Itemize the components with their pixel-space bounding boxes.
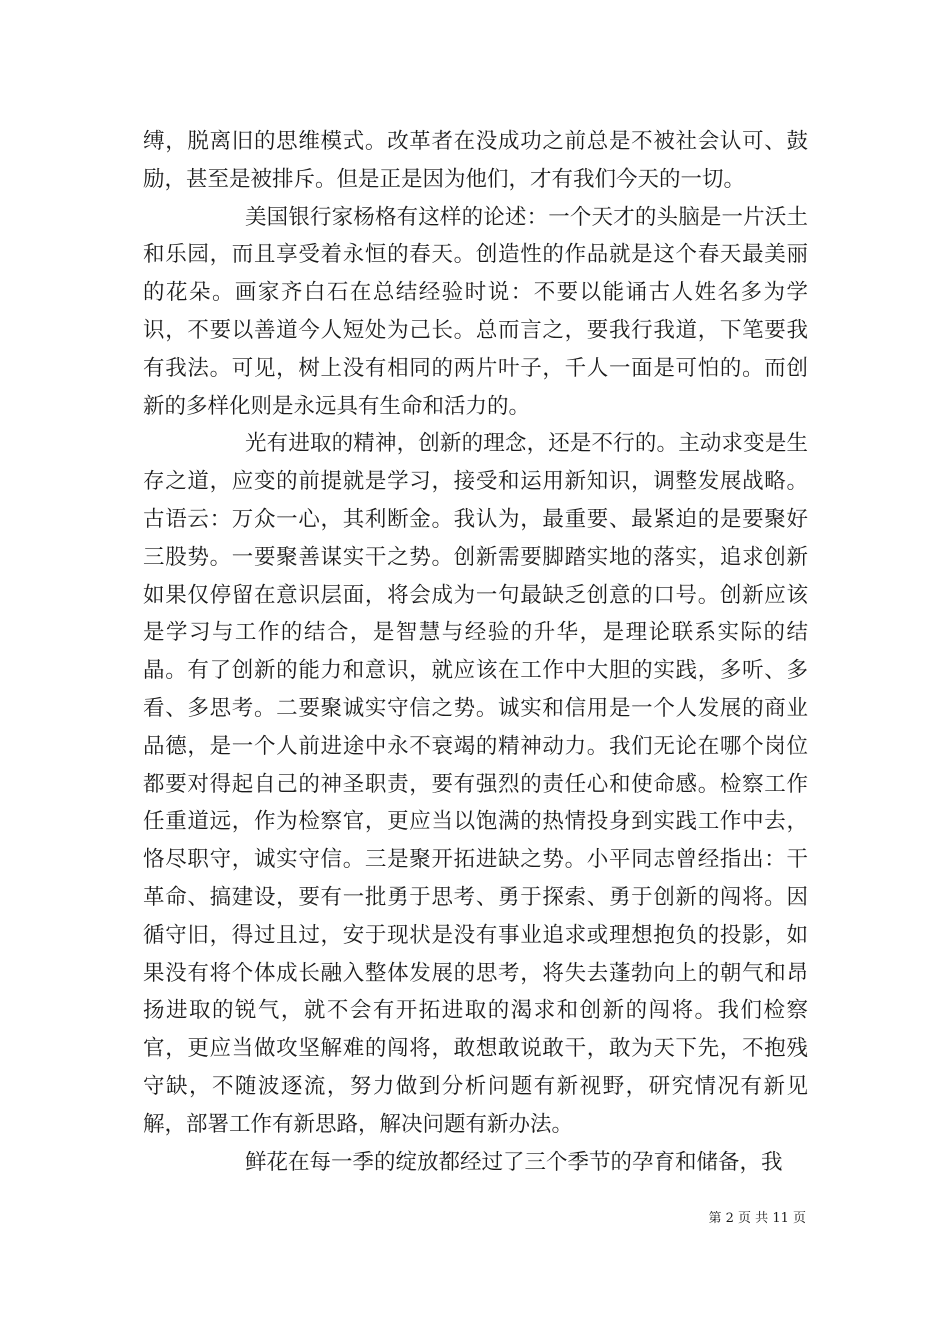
- paragraph-continuation: 缚，脱离旧的思维模式。改革者在没成功之前总是不被社会认可、鼓励，甚至是被排斥。但是正是因为他们，才有我们今天的一切。: [143, 129, 808, 192]
- paragraph-three-forces: 光有进取的精神，创新的理念，还是不行的。主动求变是生存之道，应变的前提就是学习，接受和运用新知识，调整发展战略。古语云：万众一心，其利断金。我认为，最重要、最紧迫的是要聚好三股势。一要聚善谋实干之势。创新需要脚踏实地的落实，追求创新如果仅停留在意识层面，将会成为一句最缺乏创意的口号。创新应该是学习与工作的结合，是智慧与经验的升华，是理论联系实际的结晶。有了创新的能力和意识，就应该在工作中大胆的实践，多听、多看、多思考。二要聚诚实守信之势。诚实和信用是一个人发展的商业品德，是一个人前进途中永不衰竭的精神动力。我们无论在哪个岗位都要对得起自己的神圣职责，要有强烈的责任心和使命感。检察工作任重道远，作为检察官，更应当以饱满的热情投身到实践工作中去，恪尽职守，诚实守信。三是聚开拓进缺之势。小平同志曾经指出：干革命、搞建设，要有一批勇于思考、勇于探索、勇于创新的闯将。因循守旧，得过且过，安于现状是没有事业追求或理想抱负的投影，如果没有将个体成长融入整体发展的思考，将失去蓬勃向上的朝气和昂扬进取的锐气，就不会有开拓进取的渴求和创新的闯将。我们检察官，更应当做攻坚解难的闯将，敢想敢说敢干，敢为天下先，不抱残守缺，不随波逐流，努力做到分析问题有新视野，研究情况有新见解，部署工作有新思路，解决问题有新办法。: [143, 431, 808, 1137]
- document-body: [143, 123, 808, 1181]
- page-number-footer: 第 2 页 共 11 页: [708, 1211, 806, 1226]
- paragraph-young-quote: 美国银行家杨格有这样的论述：一个天才的头脑是一片沃土和乐园，而且享受着永恒的春天。创造性的作品就是这个春天最美丽的花朵。画家齐白石在总结经验时说：不要以能诵古人姓名多为学识，不要以善道今人短处为己长。总而言之，要我行我道，下笔要我有我法。可见，树上没有相同的两片叶子，千人一面是可怕的。而创新的多样化则是永远具有生命和活力的。: [143, 204, 808, 419]
- paragraph-flowers: 鲜花在每一季的绽放都经过了三个季节的孕育和储备，我: [245, 1149, 783, 1175]
